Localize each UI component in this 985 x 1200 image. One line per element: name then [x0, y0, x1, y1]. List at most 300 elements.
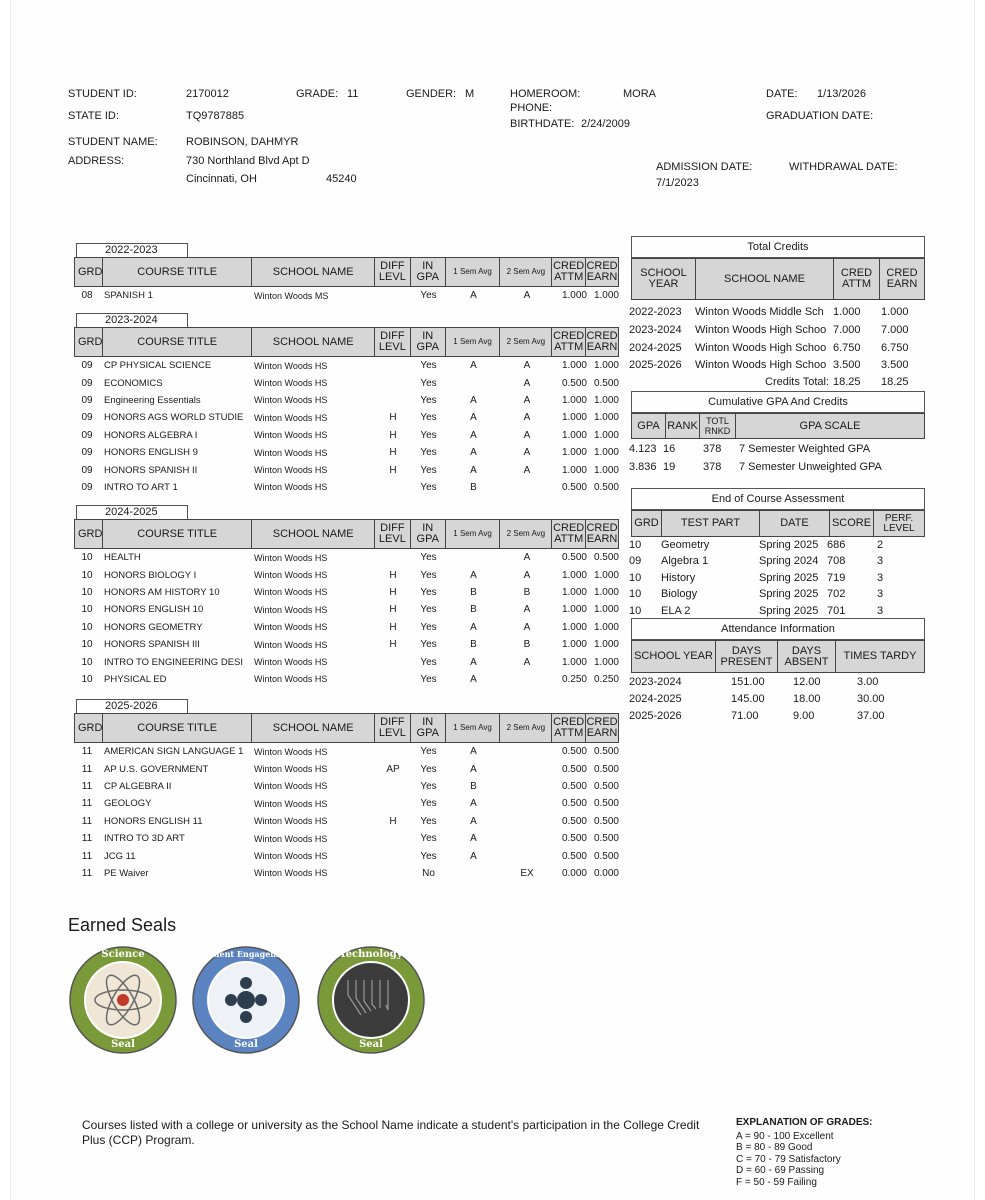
cred-earn: 1.000 — [593, 447, 619, 459]
in-gpa: Yes — [420, 850, 437, 862]
in-gpa: Yes — [420, 656, 437, 668]
admission-value: 7/1/2023 — [656, 177, 699, 189]
grd: 09 — [81, 481, 93, 493]
in-gpa: Yes — [420, 360, 437, 372]
in-gpa: Yes — [420, 290, 437, 302]
cred-earn: 0.250 — [593, 673, 619, 685]
times-tardy: 37.00 — [857, 709, 885, 722]
school-name: Winton Woods HS — [254, 764, 328, 775]
header-course-title: COURSE TITLE — [103, 714, 252, 742]
sem1-avg: B — [470, 604, 477, 616]
header-grd: GRD — [75, 520, 103, 548]
seal-badge — [68, 945, 178, 1055]
eoc-perf: 3 — [877, 555, 884, 568]
school-name: Winton Woods HS — [254, 622, 328, 633]
course-row — [74, 778, 619, 795]
gpa-header — [631, 413, 925, 439]
sem2-avg: A — [523, 394, 531, 406]
course-row — [74, 636, 619, 653]
gpa-row — [629, 458, 929, 475]
school-name: Winton Woods HS — [254, 816, 328, 827]
seal-badge — [191, 945, 301, 1055]
transcript-page — [10, 0, 975, 1200]
cred-earn: 0.500 — [593, 377, 619, 389]
eoc-perf: 3 — [877, 571, 884, 584]
school-name: Winton Woods HS — [254, 868, 328, 879]
diff-level: H — [389, 815, 397, 827]
header-school-name: SCHOOL NAME — [252, 258, 375, 286]
school-name: Winton Woods HS — [254, 674, 328, 685]
sem1-avg: A — [470, 798, 477, 810]
cred-attm: 1.000 — [561, 639, 587, 651]
grade-explanation-item: C = 70 - 79 Satisfactory — [736, 1153, 841, 1165]
course-title: INTRO TO ART 1 — [104, 481, 178, 493]
rank-value: 19 — [663, 460, 676, 473]
course-title: HONORS AM HISTORY 10 — [104, 586, 220, 598]
header-cred-earn: CRED EARN — [586, 260, 618, 283]
cred-attm: 0.250 — [561, 673, 587, 685]
sem1-avg: A — [470, 290, 477, 302]
sem1-avg: B — [470, 586, 477, 598]
header-sem2-avg: 2 Sem Avg — [500, 328, 552, 356]
grade-explanation-item: A = 90 - 100 Excellent — [736, 1131, 834, 1142]
header-school-name: SCHOOL NAME — [696, 259, 834, 299]
address-zip: 45240 — [326, 173, 357, 185]
sem1-avg: A — [470, 673, 477, 685]
attendance-header — [631, 640, 925, 673]
school-name: Winton Woods HS — [254, 604, 328, 615]
sem2-avg: EX — [520, 867, 534, 879]
course-title: HEALTH — [104, 552, 141, 564]
cred-attm: 0.500 — [561, 746, 587, 758]
sem1-avg: A — [470, 394, 477, 406]
cred-attm: 1.000 — [561, 586, 587, 598]
sem1-avg: A — [470, 412, 477, 424]
header-diff-level: DIFF LEVL — [375, 328, 411, 356]
grd: 09 — [81, 360, 93, 372]
in-gpa: Yes — [420, 780, 437, 792]
diff-level: H — [389, 447, 397, 459]
cred-attm: 0.500 — [561, 377, 587, 389]
sem1-avg: A — [470, 763, 477, 775]
sem1-avg: A — [470, 656, 477, 668]
address-city: Cincinnati, OH — [186, 173, 257, 185]
in-gpa: No — [422, 867, 435, 879]
seal-bottom-label: Seal — [234, 1039, 258, 1050]
diff-level: H — [389, 639, 397, 651]
sem1-avg: A — [470, 429, 477, 441]
eoc-grade: 10 — [629, 588, 642, 601]
grd: 08 — [81, 290, 93, 302]
eoc-test: ELA 2 — [661, 604, 691, 617]
grd: 10 — [81, 639, 93, 651]
in-gpa: Yes — [420, 377, 437, 389]
cred-attm: 1.000 — [561, 429, 587, 441]
credits-year: 2025-2026 — [629, 358, 682, 371]
cred-attm: 1.000 — [561, 447, 587, 459]
grd: 09 — [81, 412, 93, 424]
grd: 10 — [81, 586, 93, 598]
grd: 11 — [81, 833, 93, 845]
credits-school: Winton Woods High Schoo — [695, 358, 827, 371]
eoc-title: End of Course Assessment — [631, 488, 925, 510]
course-row — [74, 671, 619, 688]
course-row — [74, 813, 619, 830]
gpa-value: 3.836 — [629, 460, 657, 473]
course-title: HONORS ENGLISH 11 — [104, 815, 203, 827]
header-in-gpa: IN GPA — [411, 328, 446, 356]
grd: 11 — [81, 867, 93, 879]
diff-level: H — [389, 586, 397, 598]
eoc-grade: 10 — [629, 571, 642, 584]
cred-earn: 0.000 — [593, 867, 619, 879]
header-cred-attm: CRED ATTM — [552, 520, 586, 548]
student-id-label: STUDENT ID: — [68, 88, 137, 100]
address-label: ADDRESS: — [68, 155, 125, 167]
course-title: JCG 11 — [104, 850, 136, 862]
address-line1: 730 Northland Blvd Apt D — [186, 155, 310, 167]
school-year-label: 2023-2024 — [76, 313, 188, 327]
gpa-scale: 7 Semester Weighted GPA — [739, 442, 871, 455]
attendance-year: 2024-2025 — [629, 692, 682, 705]
homeroom-value: MORA — [623, 88, 656, 100]
eoc-score: 702 — [827, 588, 846, 601]
school-name: Winton Woods HS — [254, 639, 328, 650]
eoc-perf: 2 — [877, 539, 884, 551]
cred-attm: 0.500 — [561, 815, 587, 827]
sem1-avg: A — [470, 850, 477, 862]
gpa-scale: 7 Semester Unweighted GPA — [739, 460, 882, 473]
in-gpa: Yes — [420, 621, 437, 633]
admission-label: ADMISSION DATE: — [656, 161, 753, 173]
header-score: SCORE — [830, 511, 874, 536]
credits-total-label: Credits Total: — [765, 375, 829, 388]
credits-school: Winton Woods High Schoo — [695, 341, 827, 354]
credits-year: 2022-2023 — [629, 305, 682, 318]
earned-seals-title: Earned Seals — [68, 915, 177, 935]
cred-earn: 0.500 — [593, 815, 619, 827]
course-row — [74, 743, 619, 760]
school-name: Winton Woods HS — [254, 430, 328, 441]
times-tardy: 30.00 — [857, 692, 885, 705]
attendance-title: Attendance Information — [631, 618, 925, 640]
course-title: ECONOMICS — [104, 377, 163, 389]
header-test-part: TEST PART — [662, 511, 760, 536]
in-gpa: Yes — [420, 746, 437, 758]
school-name: Winton Woods HS — [254, 378, 328, 389]
eoc-test: Geometry — [661, 539, 710, 551]
cred-earn: 1.000 — [593, 604, 619, 616]
course-row — [74, 760, 619, 777]
birthdate-value: 2/24/2009 — [581, 118, 630, 130]
sem1-avg: B — [470, 780, 477, 792]
header-gpa-scale: GPA SCALE — [799, 419, 861, 432]
in-gpa: Yes — [420, 464, 437, 476]
course-title: INTRO TO 3D ART — [104, 833, 185, 845]
header-cred-earn: CRED EARN — [586, 522, 618, 545]
cred-attm: 0.500 — [561, 798, 587, 810]
eoc-date: Spring 2025 — [759, 588, 819, 601]
course-row — [74, 287, 619, 304]
eoc-row — [629, 570, 925, 586]
state-id-label: STATE ID: — [68, 110, 119, 122]
cred-attm: 1.000 — [561, 412, 587, 424]
diff-level: H — [389, 429, 397, 441]
eoc-header — [631, 510, 925, 537]
sem1-avg: A — [470, 447, 477, 459]
school-year-label: 2024-2025 — [76, 505, 188, 519]
course-table-header — [74, 519, 619, 549]
course-title: GEOLOGY — [104, 798, 152, 810]
sem1-avg: A — [470, 746, 477, 758]
header-sem1-avg: 1 Sem Avg — [446, 258, 501, 286]
header-sem1-avg: 1 Sem Avg — [446, 520, 501, 548]
cred-attm: 1.000 — [561, 464, 587, 476]
in-gpa: Yes — [420, 673, 437, 685]
cred-attm: 1.000 — [561, 290, 587, 302]
seal-top-label: Technology — [339, 949, 403, 960]
seal-top-label: Student Engagement — [198, 949, 294, 959]
course-row — [74, 479, 619, 496]
student-name-label: STUDENT NAME: — [68, 136, 158, 148]
cred-earn: 1.000 — [593, 360, 619, 372]
course-row — [74, 584, 619, 601]
grd: 09 — [81, 429, 93, 441]
attendance-year: 2023-2024 — [629, 675, 682, 688]
student-id-value: 2170012 — [186, 88, 229, 100]
cred-earn: 1.000 — [593, 290, 619, 302]
school-name: Winton Woods HS — [254, 447, 328, 458]
course-title: PHYSICAL ED — [104, 673, 167, 685]
grade-label: GRADE: — [296, 88, 339, 100]
school-name: Winton Woods MS — [254, 290, 329, 301]
course-table — [74, 713, 619, 882]
sem2-avg: A — [523, 621, 531, 633]
eoc-test: Algebra 1 — [661, 555, 709, 568]
course-row — [74, 653, 619, 670]
in-gpa: Yes — [420, 481, 437, 493]
course-table-header — [74, 713, 619, 743]
course-title: HONORS SPANISH II — [104, 464, 198, 476]
header-grd: GRD — [75, 328, 103, 356]
header-grd: GRD — [75, 258, 103, 286]
header-course-title: COURSE TITLE — [103, 328, 252, 356]
cred-earn: 1.000 — [593, 586, 619, 598]
diff-level: H — [389, 604, 397, 616]
grd: 09 — [81, 394, 93, 406]
withdrawal-label: WITHDRAWAL DATE: — [789, 161, 898, 173]
course-title: CP ALGEBRA II — [104, 780, 172, 792]
grd: 11 — [81, 780, 93, 792]
course-title: AP U.S. GOVERNMENT — [104, 763, 209, 775]
school-name: Winton Woods HS — [254, 412, 328, 423]
in-gpa: Yes — [420, 604, 437, 616]
gender-label: GENDER: — [406, 88, 457, 100]
header-days-present: DAYS PRESENT — [716, 641, 778, 672]
seal-badge — [316, 945, 426, 1055]
course-row — [74, 795, 619, 812]
course-row — [74, 601, 619, 618]
course-title: HONORS GEOMETRY — [104, 621, 203, 633]
credits-school: Winton Woods Middle Sch — [695, 305, 824, 318]
eoc-grade: 10 — [629, 604, 642, 617]
eoc-date: Spring 2025 — [759, 571, 819, 584]
grade-explanation-item: F = 50 - 59 Failing — [736, 1176, 817, 1188]
cred-attm: 0.500 — [561, 763, 587, 775]
school-name: Winton Woods HS — [254, 798, 328, 809]
cred-earn: 0.500 — [593, 552, 619, 564]
school-name: Winton Woods HS — [254, 833, 328, 844]
cred-earn: 1.000 — [593, 656, 619, 668]
eoc-date: Spring 2025 — [759, 539, 819, 551]
days-absent: 18.00 — [793, 692, 821, 705]
cred-attm: 0.500 — [561, 780, 587, 792]
grd: 09 — [81, 447, 93, 459]
course-table — [74, 257, 619, 304]
credits-row — [629, 356, 925, 373]
cred-attm: 1.000 — [561, 656, 587, 668]
header-cred-attm: CRED ATTM — [552, 328, 586, 356]
in-gpa: Yes — [420, 412, 437, 424]
credits-row — [629, 321, 925, 338]
course-title: HONORS ALGEBRA I — [104, 429, 198, 441]
school-year-label: 2025-2026 — [76, 699, 188, 713]
sem2-avg: A — [523, 360, 531, 372]
course-title: Engineering Essentials — [104, 394, 201, 406]
in-gpa: Yes — [420, 429, 437, 441]
days-present: 145.00 — [731, 692, 765, 705]
in-gpa: Yes — [420, 763, 437, 775]
cred-attm: 1.000 — [561, 569, 587, 581]
sem2-avg: A — [523, 377, 531, 389]
attendance-row — [629, 673, 925, 690]
sem2-avg: B — [523, 586, 531, 598]
header-school-year: SCHOOL YEAR — [632, 259, 696, 299]
grd: 10 — [81, 656, 93, 668]
header-perf-level: PERF. LEVEL — [883, 512, 915, 534]
header-sem2-avg: 2 Sem Avg — [500, 714, 552, 742]
sem1-avg: A — [470, 833, 477, 845]
credits-att: 3.500 — [833, 358, 861, 371]
school-name: Winton Woods HS — [254, 465, 328, 476]
total-ranked: 378 — [703, 460, 722, 473]
header-in-gpa: IN GPA — [411, 714, 446, 742]
attendance-row — [629, 707, 925, 724]
cred-earn: 1.000 — [593, 464, 619, 476]
sem2-avg: A — [523, 429, 531, 441]
diff-level: H — [389, 412, 397, 424]
course-row — [74, 444, 619, 461]
days-absent: 9.00 — [793, 709, 815, 722]
sem1-avg: A — [470, 464, 477, 476]
header-eoc-grd: GRD — [632, 511, 662, 536]
eoc-test: Biology — [661, 588, 698, 601]
days-absent: 12.00 — [793, 675, 821, 688]
header-sem1-avg: 1 Sem Avg — [446, 328, 501, 356]
school-name: Winton Woods HS — [254, 360, 328, 371]
cred-earn: 1.000 — [593, 429, 619, 441]
credits-att: 6.750 — [833, 341, 861, 354]
cred-earn: 1.000 — [593, 394, 619, 406]
cred-attm: 1.000 — [561, 621, 587, 633]
grade-explanation-item: D = 60 - 69 Passing — [736, 1165, 825, 1177]
cred-attm: 0.000 — [561, 867, 587, 879]
total-credits-header — [631, 258, 925, 300]
course-row — [74, 427, 619, 444]
grades-explanation-title: EXPLANATION OF GRADES: — [736, 1117, 873, 1128]
credits-ern: 7.000 — [881, 323, 909, 336]
sem1-avg: A — [470, 569, 477, 581]
course-title: INTRO TO ENGINEERING DESI — [104, 656, 244, 668]
course-table — [74, 327, 619, 496]
header-cred-earn: CRED EARN — [586, 330, 618, 353]
seal-top-label: Science — [101, 949, 145, 960]
header-rank: RANK — [666, 414, 700, 438]
header-diff-level: DIFF LEVL — [375, 258, 411, 286]
header-sem2-avg: 2 Sem Avg — [500, 520, 552, 548]
cred-attm: 0.500 — [561, 833, 587, 845]
cred-earn: 1.000 — [593, 621, 619, 633]
cred-earn: 1.000 — [593, 412, 619, 424]
date-value: 1/13/2026 — [817, 88, 866, 100]
rank-value: 16 — [663, 442, 676, 455]
header-gpa: GPA — [632, 414, 666, 438]
sem2-avg: A — [523, 464, 531, 476]
eoc-perf: 3 — [877, 604, 884, 617]
eoc-date: Spring 2025 — [759, 604, 819, 617]
cred-earn: 0.500 — [593, 833, 619, 845]
school-year-label: 2022-2023 — [76, 243, 188, 257]
school-name: Winton Woods HS — [254, 746, 328, 757]
header-days-absent: DAYS ABSENT — [778, 641, 836, 672]
school-name: Winton Woods HS — [254, 552, 328, 563]
course-row — [74, 461, 619, 478]
in-gpa: Yes — [420, 833, 437, 845]
in-gpa: Yes — [420, 394, 437, 406]
cred-attm: 1.000 — [561, 394, 587, 406]
header-cred-attm: CRED ATTM — [834, 259, 880, 299]
gpa-value: 4.123 — [629, 442, 657, 455]
credits-row — [629, 339, 925, 356]
cred-attm: 0.500 — [561, 481, 587, 493]
header-cred-attm: CRED ATTM — [552, 714, 586, 742]
course-title: HONORS SPANISH III — [104, 639, 200, 651]
total-credits-title: Total Credits — [631, 236, 925, 258]
credits-att: 1.000 — [833, 305, 861, 318]
eoc-score: 708 — [827, 555, 846, 568]
course-title: HONORS ENGLISH 10 — [104, 604, 204, 616]
course-row — [74, 357, 619, 374]
cred-earn: 0.500 — [593, 746, 619, 758]
total-ranked: 378 — [703, 442, 722, 455]
course-table-header — [74, 327, 619, 357]
grd: 10 — [81, 552, 93, 564]
eoc-grade: 09 — [629, 555, 642, 568]
eoc-row — [629, 537, 925, 553]
grade-value: 11 — [347, 88, 359, 100]
header-cred-earn: CRED EARN — [586, 716, 618, 739]
ccp-note: Courses listed with a college or university as the School Name indicate a student's participation in the College Credit Plus (CCP) Program. — [82, 1118, 700, 1147]
grd: 10 — [81, 621, 93, 633]
header-times-tardy: TIMES TARDY — [843, 650, 917, 662]
attendance-row — [629, 690, 925, 707]
in-gpa: Yes — [420, 447, 437, 459]
header-cred-attm: CRED ATTM — [552, 258, 586, 286]
cred-earn: 0.500 — [593, 481, 619, 493]
eoc-score: 701 — [827, 604, 846, 617]
in-gpa: Yes — [420, 639, 437, 651]
cred-earn: 0.500 — [593, 798, 619, 810]
